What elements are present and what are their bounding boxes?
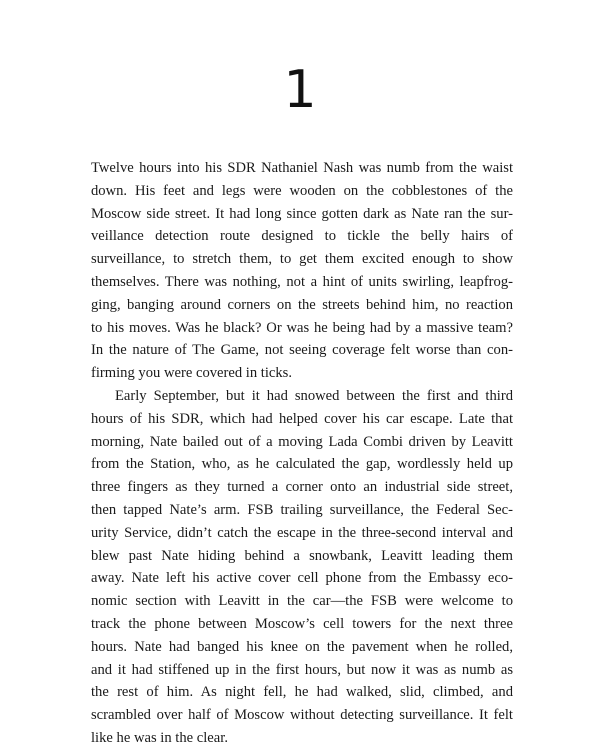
text-line: Twelve hours into his SDR Nathaniel Nash was numb from the waist [91,160,513,176]
text-line: In the nature of The Game, not seeing coverage felt worse than con- [91,342,513,359]
text-line: three fingers as they turned a corner onto an industrial side street, [91,479,513,496]
text-line: surveillance, to stretch them, to get them excited enough to show [91,251,513,268]
text-line: veillance detection route designed to tickle the belly hairs of [91,228,513,245]
text-line: from the Station, who, as he calculated the gap, wordlessly held up [91,456,513,473]
text-line: away. Nate left his active cover cell phone from the Embassy eco- [91,570,513,587]
text-line: and it had stiffened up in the first hours, but now it was as numb as [91,661,513,678]
text-line: scrambled over half of Moscow without detecting surveillance. It felt [91,707,513,724]
text-line: down. His feet and legs were wooden on the cobblestones of the [91,182,513,199]
text-line: themselves. There was nothing, not a hint of units swirling, leapfrog- [91,273,513,290]
text-line: like he was in the clear. [91,729,228,746]
text-line: hours of his SDR, which had helped cover his car escape. Late that [91,410,513,427]
chapter-body [91,157,513,750]
text-line: urity Service, didn’t catch the escape in the three-second interval and [91,524,513,541]
text-line: track the phone between Moscow’s cell towers for the next three [91,615,513,632]
text-line: then tapped Nate’s arm. FSB trailing surveillance, the Federal Sec- [91,501,513,518]
text-line: nomic section with Leavitt in the car—the FSB were welcome to [91,593,513,610]
text-line: firming you were covered in ticks. [91,365,293,382]
text-line: the rest of him. As night fell, he had walked, slid, climbed, and [91,684,513,701]
text-line: Early September, but it had snowed between the first and third [115,387,513,404]
text-line: blew past Nate hiding behind a snowbank, Leavitt leading them [91,547,513,564]
chapter-number: 1 [283,60,317,120]
text-line: to his moves. Was he black? Or was he being had by a massive team? [91,319,513,336]
text-line: Moscow side street. It had long since gotten dark as Nate ran the sur- [91,205,513,222]
text-line: hours. Nate had banged his knee on the pavement when he rolled, [91,638,513,655]
text-line: morning, Nate bailed out of a moving Lada Combi driven by Leavitt [91,433,513,450]
text-line: ging, banging around corners on the streets behind him, no reaction [91,296,513,313]
